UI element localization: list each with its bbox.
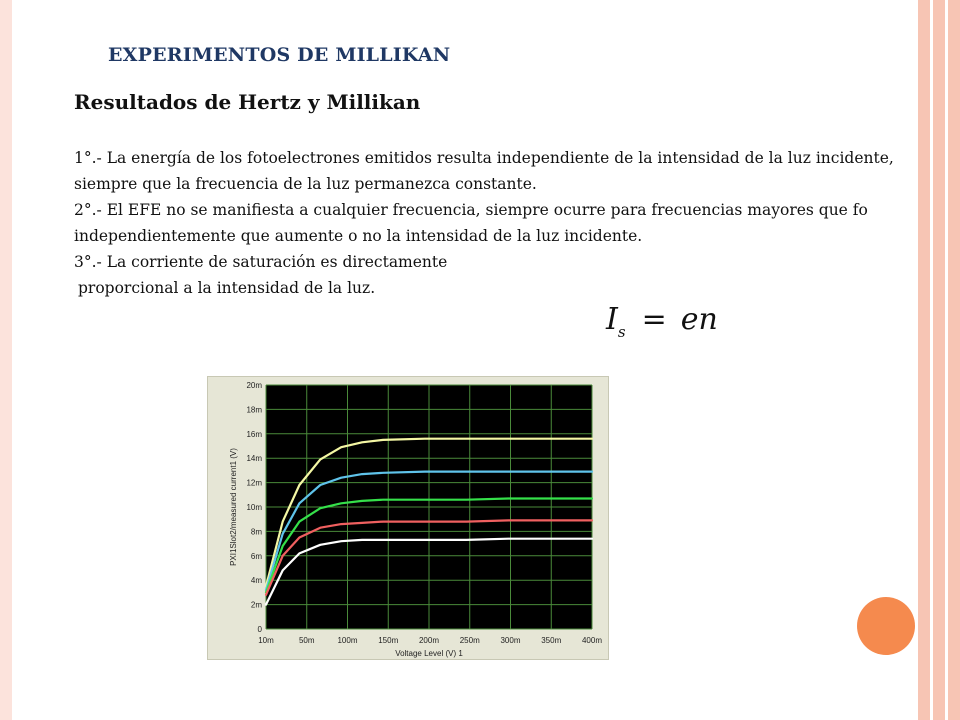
x-tick-label: 10m: [258, 636, 274, 645]
x-tick-label: 250m: [459, 636, 480, 645]
x-tick-label: 350m: [541, 636, 562, 645]
y-tick-label: 2m: [250, 600, 262, 610]
y-tick-label: 20m: [246, 381, 262, 390]
y-tick-label: 14m: [246, 454, 262, 464]
formula-subscript: s: [617, 323, 626, 341]
y-tick-label: 6m: [250, 551, 262, 561]
saturation-current-formula: [606, 302, 718, 341]
x-tick-label: 150m: [378, 636, 399, 645]
right-stripe: [918, 0, 930, 720]
x-tick-label: 400m: [581, 636, 603, 645]
y-axis-label: PXI1Slot2/measured current1 (V): [229, 448, 238, 566]
y-tick-label: 4m: [250, 576, 262, 586]
x-tick-label: 50m: [298, 636, 315, 645]
formula-lhs: I: [606, 302, 618, 337]
y-tick-label: 12m: [246, 478, 262, 488]
right-stripe: [933, 0, 945, 720]
x-axis-label: Voltage Level (V) 1: [395, 649, 463, 658]
x-tick-label: 300m: [500, 636, 521, 645]
photocurrent-chart: [207, 376, 609, 660]
left-edge-decoration: [0, 0, 12, 720]
result-item-3: 3°.- La corriente de saturación es directamente: [74, 253, 448, 271]
result-item-2: 2°.- El EFE no se manifiesta a cualquier frecuencia, siempre ocurre para frecuencias mayores que fo independientemente que aumente o no la intensidad de la luz incidente.: [74, 201, 868, 245]
y-tick-label: 8m: [250, 527, 262, 537]
results-list: [74, 145, 910, 301]
formula-rhs: en: [680, 302, 718, 337]
decorative-circle: [857, 597, 915, 655]
y-tick-label: 10m: [246, 503, 262, 512]
slide-subtitle: Resultados de Hertz y Millikan: [74, 90, 421, 114]
right-stripe: [948, 0, 960, 720]
y-tick-label: 0: [257, 625, 262, 634]
result-item-1: 1°.- La energía de los fotoelectrones emitidos resulta independiente de la intensidad de la luz incidente, siempre que la frecuencia de la luz permanezca constante.: [74, 149, 894, 193]
slide-title: EXPERIMENTOS DE MILLIKAN: [108, 44, 451, 66]
x-tick-label: 100m: [337, 636, 358, 645]
result-item-3-continued: proporcional a la intensidad de la luz.: [78, 279, 376, 297]
y-tick-label: 16m: [246, 429, 262, 439]
formula-equals: =: [641, 302, 667, 337]
x-tick-label: 200m: [418, 636, 440, 645]
chart-svg: [208, 377, 608, 659]
y-tick-label: 18m: [246, 405, 262, 415]
